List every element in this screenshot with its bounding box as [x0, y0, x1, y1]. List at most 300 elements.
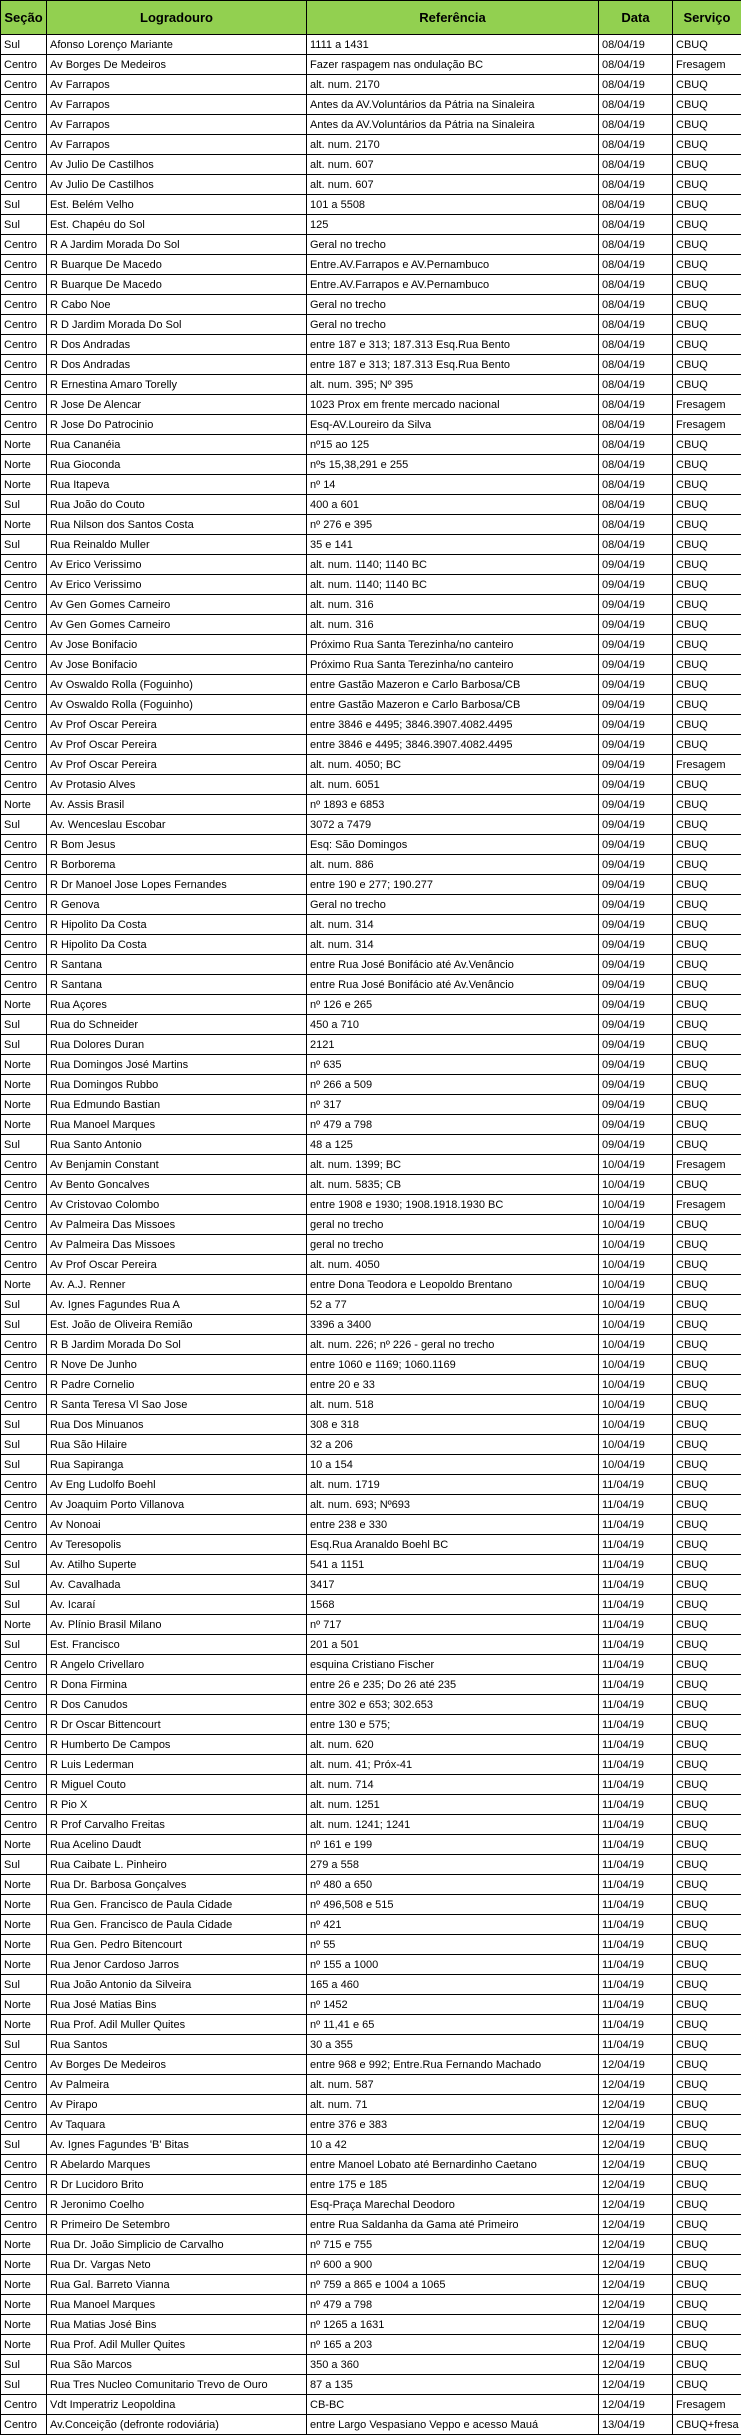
servico-cell: CBUQ [673, 1495, 741, 1515]
servico-cell: CBUQ [673, 1215, 741, 1235]
table-row [1, 1355, 741, 1375]
servico-cell: CBUQ [673, 1455, 741, 1475]
table-body [1, 35, 741, 2435]
table-row [1, 335, 741, 355]
logradouro-cell: Rua Reinaldo Muller [47, 535, 307, 555]
logradouro-cell: Rua Manoel Marques [47, 1115, 307, 1135]
data-cell: 11/04/19 [599, 1955, 673, 1975]
logradouro-cell: Rua Nilson dos Santos Costa [47, 515, 307, 535]
servico-cell: CBUQ [673, 735, 741, 755]
secao-cell: Centro [1, 295, 47, 315]
referencia-cell: alt. num. 1719 [307, 1475, 599, 1495]
referencia-cell: alt. num. 316 [307, 615, 599, 635]
table-row [1, 195, 741, 215]
logradouro-cell: Av Julio De Castilhos [47, 175, 307, 195]
referencia-cell: entre Rua José Bonifácio até Av.Venâncio [307, 955, 599, 975]
table-row [1, 2275, 741, 2295]
referencia-cell: 450 a 710 [307, 1015, 599, 1035]
secao-cell: Norte [1, 2255, 47, 2275]
servico-cell: CBUQ [673, 2315, 741, 2335]
table-row [1, 1855, 741, 1875]
data-cell: 12/04/19 [599, 2215, 673, 2235]
logradouro-cell: Av. Atilho Superte [47, 1555, 307, 1575]
referencia-cell: Fazer raspagem nas ondulação BC [307, 55, 599, 75]
servico-cell: CBUQ [673, 1115, 741, 1135]
logradouro-cell: R Nove De Junho [47, 1355, 307, 1375]
referencia-cell: nº 11,41 e 65 [307, 2015, 599, 2035]
logradouro-cell: Rua Dolores Duran [47, 1035, 307, 1055]
referencia-cell: 308 e 318 [307, 1415, 599, 1435]
table-row [1, 1255, 741, 1275]
secao-cell: Centro [1, 1355, 47, 1375]
referencia-cell: alt. num. 886 [307, 855, 599, 875]
data-cell: 10/04/19 [599, 1375, 673, 1395]
data-cell: 12/04/19 [599, 2235, 673, 2255]
secao-cell: Centro [1, 1675, 47, 1695]
secao-cell: Centro [1, 1515, 47, 1535]
servico-cell: CBUQ [673, 155, 741, 175]
servico-cell: CBUQ [673, 115, 741, 135]
table-row [1, 1795, 741, 1815]
referencia-cell: nº 759 a 865 e 1004 a 1065 [307, 2275, 599, 2295]
servico-cell: CBUQ [673, 1975, 741, 1995]
logradouro-cell: R Dona Firmina [47, 1675, 307, 1695]
referencia-cell: alt. num. 518 [307, 1395, 599, 1415]
table-row [1, 2115, 741, 2135]
servico-cell: CBUQ [673, 555, 741, 575]
servico-cell: CBUQ [673, 855, 741, 875]
referencia-cell: 3417 [307, 1575, 599, 1595]
logradouro-cell: Rua Dos Minuanos [47, 1415, 307, 1435]
logradouro-cell: Av. Cavalhada [47, 1575, 307, 1595]
header-row [1, 1, 741, 35]
secao-cell: Centro [1, 715, 47, 735]
logradouro-cell: Av. Plínio Brasil Milano [47, 1615, 307, 1635]
data-cell: 09/04/19 [599, 635, 673, 655]
logradouro-cell: Av Joaquim Porto Villanova [47, 1495, 307, 1515]
servico-cell: CBUQ [673, 1275, 741, 1295]
servico-cell: CBUQ [673, 955, 741, 975]
referencia-cell: 10 a 42 [307, 2135, 599, 2155]
referencia-cell: alt. num. 316 [307, 595, 599, 615]
logradouro-cell: R Miguel Couto [47, 1775, 307, 1795]
secao-cell: Centro [1, 955, 47, 975]
referencia-cell: esquina Cristiano Fischer [307, 1655, 599, 1675]
logradouro-cell: R Borborema [47, 855, 307, 875]
table-row [1, 1715, 741, 1735]
logradouro-cell: R Luis Lederman [47, 1755, 307, 1775]
secao-cell: Sul [1, 1555, 47, 1575]
logradouro-cell: R Cabo Noe [47, 295, 307, 315]
referencia-cell: 279 a 558 [307, 1855, 599, 1875]
table-row [1, 1515, 741, 1535]
secao-cell: Sul [1, 35, 47, 55]
logradouro-cell: Rua Sapiranga [47, 1455, 307, 1475]
data-cell: 09/04/19 [599, 695, 673, 715]
table-row [1, 2075, 741, 2095]
referencia-cell: 165 a 460 [307, 1975, 599, 1995]
data-cell: 12/04/19 [599, 2355, 673, 2375]
servico-cell: CBUQ [673, 255, 741, 275]
logradouro-cell: Av Jose Bonifacio [47, 635, 307, 655]
secao-cell: Sul [1, 1035, 47, 1055]
servico-cell: CBUQ [673, 455, 741, 475]
referencia-cell: entre 1060 e 1169; 1060.1169 [307, 1355, 599, 1375]
logradouro-cell: Rua José Matias Bins [47, 1995, 307, 2015]
logradouro-cell: Rua Açores [47, 995, 307, 1015]
table-row [1, 1995, 741, 2015]
referencia-cell: alt. num. 607 [307, 155, 599, 175]
referencia-cell: 3072 a 7479 [307, 815, 599, 835]
logradouro-cell: Rua Jenor Cardoso Jarros [47, 1955, 307, 1975]
secao-cell: Centro [1, 95, 47, 115]
servico-cell: CBUQ [673, 1555, 741, 1575]
secao-cell: Sul [1, 815, 47, 835]
table-row [1, 1075, 741, 1095]
secao-cell: Centro [1, 375, 47, 395]
servico-cell: CBUQ [673, 1595, 741, 1615]
data-cell: 12/04/19 [599, 2315, 673, 2335]
table-row [1, 535, 741, 555]
logradouro-cell: Rua São Hilaire [47, 1435, 307, 1455]
servico-cell: CBUQ [673, 1035, 741, 1055]
logradouro-cell: Av Prof Oscar Pereira [47, 715, 307, 735]
servico-cell: CBUQ+fresa [673, 2415, 741, 2435]
logradouro-cell: R A Jardim Morada Do Sol [47, 235, 307, 255]
logradouro-cell: Rua Santo Antonio [47, 1135, 307, 1155]
data-cell: 10/04/19 [599, 1395, 673, 1415]
secao-cell: Centro [1, 335, 47, 355]
secao-cell: Norte [1, 795, 47, 815]
logradouro-cell: Av Borges De Medeiros [47, 2055, 307, 2075]
servico-cell: CBUQ [673, 1575, 741, 1595]
data-cell: 09/04/19 [599, 655, 673, 675]
secao-cell: Centro [1, 1235, 47, 1255]
logradouro-cell: Rua Gen. Francisco de Paula Cidade [47, 1915, 307, 1935]
referencia-cell: nº 717 [307, 1615, 599, 1635]
data-cell: 11/04/19 [599, 1855, 673, 1875]
table-row [1, 55, 741, 75]
data-cell: 11/04/19 [599, 1995, 673, 2015]
referencia-cell: alt. num. 714 [307, 1775, 599, 1795]
data-cell: 08/04/19 [599, 175, 673, 195]
logradouro-cell: Av Prof Oscar Pereira [47, 755, 307, 775]
data-cell: 11/04/19 [599, 1815, 673, 1835]
table-row [1, 1175, 741, 1195]
servico-cell: CBUQ [673, 535, 741, 555]
data-cell: 08/04/19 [599, 35, 673, 55]
table-row [1, 2295, 741, 2315]
data-cell: 08/04/19 [599, 355, 673, 375]
logradouro-cell: Av Prof Oscar Pereira [47, 1255, 307, 1275]
referencia-cell: entre 1908 e 1930; 1908.1918.1930 BC [307, 1195, 599, 1215]
servico-cell: CBUQ [673, 2075, 741, 2095]
data-cell: 10/04/19 [599, 1215, 673, 1235]
referencia-cell: 400 a 601 [307, 495, 599, 515]
referencia-cell: Entre.AV.Farrapos e AV.Pernambuco [307, 255, 599, 275]
servico-cell: CBUQ [673, 335, 741, 355]
secao-cell: Centro [1, 2095, 47, 2115]
secao-cell: Centro [1, 175, 47, 195]
table-row [1, 615, 741, 635]
referencia-cell: Geral no trecho [307, 315, 599, 335]
referencia-cell: nº 55 [307, 1935, 599, 1955]
referencia-cell: 541 a 1151 [307, 1555, 599, 1575]
table-row [1, 1135, 741, 1155]
table-row [1, 775, 741, 795]
table-row [1, 1495, 741, 1515]
referencia-cell: nº 1452 [307, 1995, 599, 2015]
servico-cell: CBUQ [673, 1935, 741, 1955]
referencia-cell: alt. num. 71 [307, 2095, 599, 2115]
secao-cell: Sul [1, 1575, 47, 1595]
referencia-cell: alt. num. 1241; 1241 [307, 1815, 599, 1835]
referencia-cell: geral no trecho [307, 1235, 599, 1255]
data-cell: 11/04/19 [599, 1935, 673, 1955]
data-cell: 11/04/19 [599, 1575, 673, 1595]
servico-cell: Fresagem [673, 55, 741, 75]
secao-cell: Centro [1, 2155, 47, 2175]
servico-cell: CBUQ [673, 695, 741, 715]
logradouro-cell: Rua Santos [47, 2035, 307, 2055]
table-row [1, 75, 741, 95]
logradouro-cell: Rua Domingos Rubbo [47, 1075, 307, 1095]
data-cell: 11/04/19 [599, 1775, 673, 1795]
secao-cell: Sul [1, 1435, 47, 1455]
secao-cell: Norte [1, 1055, 47, 1075]
referencia-cell: nº 126 e 265 [307, 995, 599, 1015]
data-cell: 08/04/19 [599, 415, 673, 435]
servico-cell: CBUQ [673, 2375, 741, 2395]
referencia-cell: Geral no trecho [307, 235, 599, 255]
logradouro-cell: Rua Dr. Vargas Neto [47, 2255, 307, 2275]
secao-cell: Norte [1, 2275, 47, 2295]
referencia-cell: Esq.Rua Aranaldo Boehl BC [307, 1535, 599, 1555]
referencia-cell: entre 175 e 185 [307, 2175, 599, 2195]
table-row [1, 1375, 741, 1395]
data-cell: 12/04/19 [599, 2135, 673, 2155]
servico-cell: CBUQ [673, 2095, 741, 2115]
table-row [1, 995, 741, 1015]
logradouro-cell: Av Gen Gomes Carneiro [47, 615, 307, 635]
referencia-cell: entre 3846 e 4495; 3846.3907.4082.4495 [307, 735, 599, 755]
logradouro-cell: R Santana [47, 975, 307, 995]
secao-cell: Norte [1, 475, 47, 495]
secao-cell: Centro [1, 255, 47, 275]
referencia-cell: alt. num. 6051 [307, 775, 599, 795]
logradouro-cell: Av Gen Gomes Carneiro [47, 595, 307, 615]
servico-cell: CBUQ [673, 1435, 741, 1455]
secao-cell: Norte [1, 995, 47, 1015]
data-cell: 08/04/19 [599, 515, 673, 535]
referencia-cell: entre 3846 e 4495; 3846.3907.4082.4495 [307, 715, 599, 735]
servico-cell: CBUQ [673, 1235, 741, 1255]
servico-cell: CBUQ [673, 1795, 741, 1815]
servico-cell: CBUQ [673, 1955, 741, 1975]
logradouro-cell: Av Teresopolis [47, 1535, 307, 1555]
data-cell: 11/04/19 [599, 2015, 673, 2035]
data-cell: 08/04/19 [599, 495, 673, 515]
logradouro-cell: Av Taquara [47, 2115, 307, 2135]
logradouro-cell: Rua Gal. Barreto Vianna [47, 2275, 307, 2295]
servico-cell: CBUQ [673, 2135, 741, 2155]
servico-cell: CBUQ [673, 2115, 741, 2135]
secao-cell: Centro [1, 1735, 47, 1755]
secao-cell: Sul [1, 2355, 47, 2375]
data-cell: 09/04/19 [599, 795, 673, 815]
referencia-cell: alt. num. 587 [307, 2075, 599, 2095]
secao-cell: Centro [1, 915, 47, 935]
table-row [1, 715, 741, 735]
referencia-cell: nºs 15,38,291 e 255 [307, 455, 599, 475]
servico-cell: CBUQ [673, 835, 741, 855]
logradouro-cell: Av Farrapos [47, 75, 307, 95]
data-cell: 10/04/19 [599, 1315, 673, 1335]
data-cell: 12/04/19 [599, 2155, 673, 2175]
servico-cell: CBUQ [673, 975, 741, 995]
table-row [1, 875, 741, 895]
servico-cell: CBUQ [673, 495, 741, 515]
servico-cell: CBUQ [673, 35, 741, 55]
servico-cell: CBUQ [673, 2035, 741, 2055]
referencia-cell: alt. num. 693; Nº693 [307, 1495, 599, 1515]
table-row [1, 1155, 741, 1175]
referencia-cell: nº 635 [307, 1055, 599, 1075]
data-cell: 08/04/19 [599, 155, 673, 175]
servico-cell: CBUQ [673, 1755, 741, 1775]
table-row [1, 515, 741, 535]
logradouro-cell: Rua Cananéia [47, 435, 307, 455]
data-cell: 08/04/19 [599, 335, 673, 355]
secao-cell: Norte [1, 1615, 47, 1635]
logradouro-cell: R Dr Manoel Jose Lopes Fernandes [47, 875, 307, 895]
secao-cell: Centro [1, 615, 47, 635]
table-row [1, 2235, 741, 2255]
table-row [1, 1295, 741, 1315]
logradouro-cell: Rua Tres Nucleo Comunitario Trevo de Ouro [47, 2375, 307, 2395]
table-row [1, 1755, 741, 1775]
data-cell: 09/04/19 [599, 595, 673, 615]
data-cell: 11/04/19 [599, 1735, 673, 1755]
data-cell: 08/04/19 [599, 95, 673, 115]
table-row [1, 1975, 741, 1995]
secao-cell: Norte [1, 1835, 47, 1855]
referencia-cell: 101 a 5508 [307, 195, 599, 215]
referencia-cell: entre 238 e 330 [307, 1515, 599, 1535]
secao-cell: Centro [1, 1775, 47, 1795]
servico-cell: CBUQ [673, 1475, 741, 1495]
logradouro-cell: R Jeronimo Coelho [47, 2195, 307, 2215]
referencia-cell: 1111 a 1431 [307, 35, 599, 55]
servico-cell: CBUQ [673, 1095, 741, 1115]
data-cell: 11/04/19 [599, 2035, 673, 2055]
referencia-cell: 201 a 501 [307, 1635, 599, 1655]
secao-cell: Centro [1, 115, 47, 135]
table-row [1, 795, 741, 815]
referencia-cell: entre 968 e 992; Entre.Rua Fernando Machado [307, 2055, 599, 2075]
logradouro-cell: R Bom Jesus [47, 835, 307, 855]
referencia-cell: Antes da AV.Voluntários da Pátria na Sinaleira [307, 95, 599, 115]
table-row [1, 2035, 741, 2055]
secao-cell: Centro [1, 1815, 47, 1835]
referencia-cell: entre Manoel Lobato até Bernardinho Caetano [307, 2155, 599, 2175]
data-cell: 11/04/19 [599, 1795, 673, 1815]
referencia-cell: nº 165 a 203 [307, 2335, 599, 2355]
secao-cell: Centro [1, 1175, 47, 1195]
table-row [1, 835, 741, 855]
data-cell: 09/04/19 [599, 1035, 673, 1055]
logradouro-cell: Rua São Marcos [47, 2355, 307, 2375]
secao-cell: Norte [1, 455, 47, 475]
logradouro-cell: R Buarque De Macedo [47, 255, 307, 275]
secao-cell: Norte [1, 2295, 47, 2315]
data-cell: 09/04/19 [599, 555, 673, 575]
header-servico: Serviço [673, 1, 741, 35]
secao-cell: Centro [1, 855, 47, 875]
table-row [1, 1395, 741, 1415]
logradouro-cell: Av. Ignes Fagundes Rua A [47, 1295, 307, 1315]
secao-cell: Sul [1, 1295, 47, 1315]
servico-cell: CBUQ [673, 375, 741, 395]
data-cell: 11/04/19 [599, 1475, 673, 1495]
table-row [1, 2015, 741, 2035]
data-cell: 11/04/19 [599, 1615, 673, 1635]
secao-cell: Centro [1, 2195, 47, 2215]
table-row [1, 295, 741, 315]
logradouro-cell: Vdt Imperatriz Leopoldina [47, 2395, 307, 2415]
referencia-cell: 10 a 154 [307, 1455, 599, 1475]
secao-cell: Centro [1, 775, 47, 795]
header-referencia: Referência [307, 1, 599, 35]
secao-cell: Centro [1, 675, 47, 695]
servico-cell: CBUQ [673, 1335, 741, 1355]
servico-cell: CBUQ [673, 715, 741, 735]
header-logradouro: Logradouro [47, 1, 307, 35]
secao-cell: Sul [1, 215, 47, 235]
data-cell: 10/04/19 [599, 1195, 673, 1215]
table-row [1, 1035, 741, 1055]
referencia-cell: alt. num. 2170 [307, 135, 599, 155]
table-row [1, 1815, 741, 1835]
data-cell: 11/04/19 [599, 1675, 673, 1695]
table-row [1, 935, 741, 955]
secao-cell: Centro [1, 1155, 47, 1175]
table-row [1, 1955, 741, 1975]
table-row [1, 1635, 741, 1655]
table-row [1, 375, 741, 395]
logradouro-cell: Av Bento Goncalves [47, 1175, 307, 1195]
referencia-cell: entre Gastão Mazeron e Carlo Barbosa/CB [307, 695, 599, 715]
servico-cell: CBUQ [673, 1075, 741, 1095]
secao-cell: Sul [1, 495, 47, 515]
logradouro-cell: Rua Dr. João Simplicio de Carvalho [47, 2235, 307, 2255]
secao-cell: Centro [1, 975, 47, 995]
data-cell: 08/04/19 [599, 195, 673, 215]
servico-cell: CBUQ [673, 815, 741, 835]
secao-cell: Centro [1, 1755, 47, 1775]
referencia-cell: Geral no trecho [307, 895, 599, 915]
logradouro-cell: R Dos Canudos [47, 1695, 307, 1715]
table-row [1, 2155, 741, 2175]
servico-cell: CBUQ [673, 2055, 741, 2075]
secao-cell: Sul [1, 1315, 47, 1335]
data-cell: 08/04/19 [599, 135, 673, 155]
servico-cell: CBUQ [673, 595, 741, 615]
referencia-cell: nº 14 [307, 475, 599, 495]
secao-cell: Centro [1, 355, 47, 375]
secao-cell: Sul [1, 1595, 47, 1615]
logradouro-cell: R Dos Andradas [47, 335, 307, 355]
